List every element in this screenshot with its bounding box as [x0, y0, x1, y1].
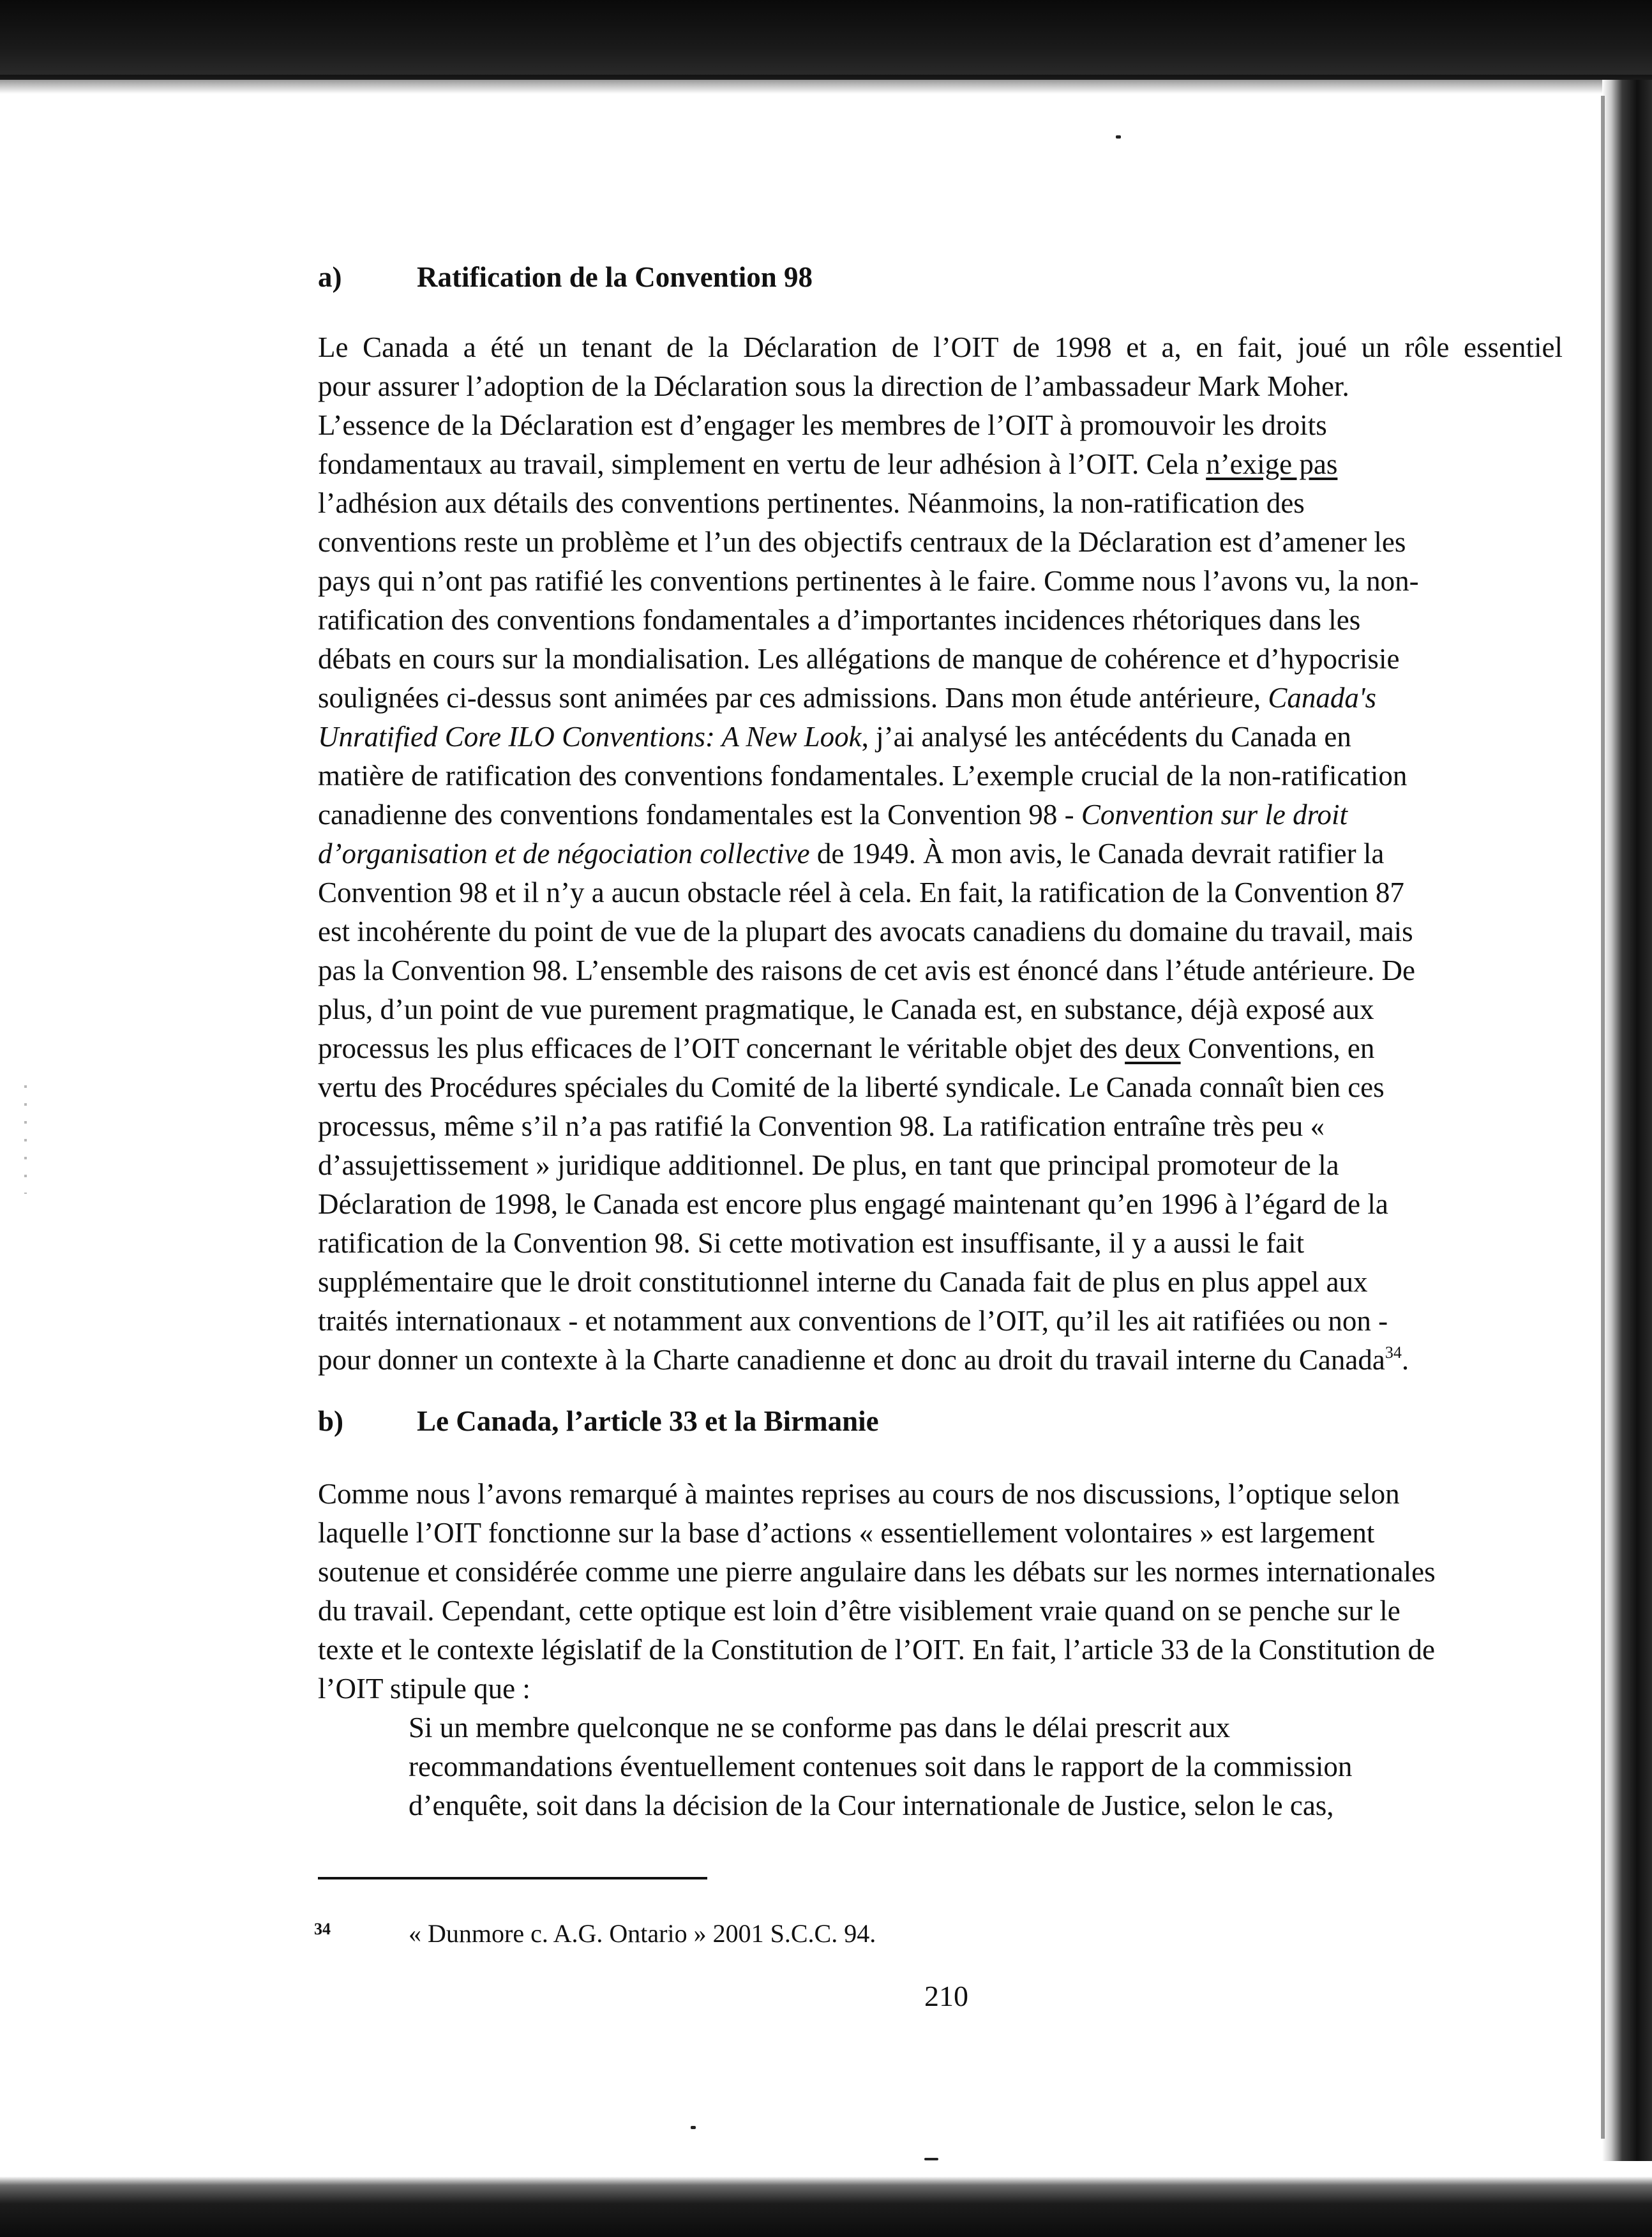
paragraph-line: texte et le contexte législatif de la Constitution de l’OIT. En fait, l’article 33 de la Constitution de	[318, 1634, 1435, 1666]
italic-title: Convention sur le droit	[1081, 799, 1348, 831]
text-run: .	[1401, 1344, 1409, 1376]
paragraph-line: débats en cours sur la mondialisation. Les allégations de manque de cohérence et d’hypocrisie	[318, 643, 1400, 675]
footnote-text: « Dunmore c. A.G. Ontario » 2001 S.C.C. 94.	[409, 1919, 876, 1948]
paragraph-line	[318, 718, 1563, 757]
text-run: pour donner un contexte à la Charte canadienne et donc au droit du travail interne du Canada	[318, 1344, 1385, 1376]
paragraph-line: ratification des conventions fondamentales a d’importantes incidences rhétoriques dans les	[318, 604, 1361, 636]
paragraph-line: est incohérente du point de vue de la plupart des avocats canadiens du domaine du travail, mais	[318, 915, 1413, 947]
text-run: de 1949. À mon avis, le Canada devrait ratifier la	[809, 838, 1385, 870]
paragraph-line: Le Canada a été un tenant de la Déclaration de l’OIT de 1998 et a, en fait, joué un rôle essentiel	[318, 331, 1563, 363]
paragraph-line: Convention 98 et il n’y a aucun obstacle réel à cela. En fait, la ratification de la Convention 87	[318, 877, 1404, 908]
scan-margin-marks	[24, 1085, 27, 1194]
italic-title: Unratified Core ILO Conventions: A New Look	[318, 721, 862, 753]
section-a-title: Ratification de la Convention 98	[417, 261, 813, 293]
quote-line: d’enquête, soit dans la décision de la Cour internationale de Justice, selon le cas,	[409, 1789, 1334, 1821]
footnote-reference: 34	[1385, 1343, 1402, 1362]
text-run: canadienne des conventions fondamentales est la Convention 98 -	[318, 799, 1081, 831]
section-b-letter: b)	[318, 1405, 344, 1437]
scan-speck	[924, 2158, 938, 2160]
scan-border-top	[0, 0, 1652, 80]
paragraph-line: laquelle l’OIT fonctionne sur la base d’actions « essentiellement volontaires » est largement	[318, 1517, 1375, 1549]
underlined-text: n’exige pas	[1206, 448, 1338, 480]
scan-speck	[691, 2126, 696, 2129]
paragraph-line: l’OIT stipule que :	[318, 1673, 530, 1705]
paragraph-line: supplémentaire que le droit constitutionnel interne du Canada fait de plus en plus appel aux	[318, 1266, 1368, 1298]
paragraph-line	[318, 1029, 1563, 1068]
paragraph-line: soutenue et considérée comme une pierre angulaire dans les débats sur les normes internationales	[318, 1556, 1436, 1588]
article-33-quote	[409, 1708, 1494, 1825]
text-run: soulignées ci-dessus sont animées par ces admissions. Dans mon étude antérieure,	[318, 682, 1268, 714]
text-run: Conventions, en	[1180, 1032, 1375, 1064]
paragraph-line: du travail. Cependant, cette optique est loin d’être visiblement vraie quand on se penche sur le	[318, 1595, 1400, 1627]
quote-line: recommandations éventuellement contenues soit dans le rapport de la commission	[409, 1751, 1353, 1782]
paragraph-line: Comme nous l’avons remarqué à maintes reprises au cours de nos discussions, l’optique selon	[318, 1478, 1400, 1510]
page-number: 210	[924, 1980, 968, 2012]
underlined-text: deux	[1125, 1032, 1181, 1064]
italic-title: Canada's	[1268, 682, 1377, 714]
section-a-letter: a)	[318, 261, 342, 293]
text-run: , j’ai analysé les antécédents du Canada en	[861, 721, 1351, 753]
text-run: fondamentaux au travail, simplement en vertu de leur adhésion à l’OIT. Cela	[318, 448, 1206, 480]
italic-title: d’organisation et de négociation collective	[318, 838, 810, 870]
footnote-number: 34	[314, 1920, 331, 1938]
paragraph-line: pays qui n’ont pas ratifié les conventions pertinentes à le faire. Comme nous l’avons vu, la non-	[318, 565, 1419, 597]
paragraph-line: matière de ratification des conventions fondamentales. L’exemple crucial de la non-ratification	[318, 760, 1408, 792]
paragraph-line: plus, d’un point de vue purement pragmatique, le Canada est, en substance, déjà exposé aux	[318, 993, 1374, 1025]
paragraph-line: L’essence de la Déclaration est d’engager les membres de l’OIT à promouvoir les droits	[318, 409, 1327, 441]
text-run: processus les plus efficaces de l’OIT concernant le véritable objet des	[318, 1032, 1125, 1064]
paragraph-line: pas la Convention 98. L’ensemble des raisons de cet avis est énoncé dans l’étude antérieure. De	[318, 954, 1416, 986]
paragraph-line: conventions reste un problème et l’un des objectifs centraux de la Déclaration est d’amener les	[318, 526, 1406, 558]
paragraph-line	[318, 445, 1563, 484]
paragraph-line	[318, 834, 1563, 873]
paragraph-line: ratification de la Convention 98. Si cette motivation est insuffisante, il y a aussi le fait	[318, 1227, 1305, 1259]
paragraph-line: traités internationaux - et notamment aux conventions de l’OIT, qu’il les ait ratifiées ou non -	[318, 1305, 1388, 1337]
paragraph-line: Déclaration de 1998, le Canada est encore plus engagé maintenant qu’en 1996 à l’égard de la	[318, 1188, 1388, 1220]
section-a-paragraph	[318, 328, 1563, 1380]
scan-speck	[1116, 135, 1121, 139]
section-b-title: Le Canada, l’article 33 et la Birmanie	[417, 1405, 879, 1437]
scan-border-right	[1602, 80, 1652, 2161]
paragraph-line	[318, 679, 1563, 718]
paragraph-line: l’adhésion aux détails des conventions pertinentes. Néanmoins, la non-ratification des	[318, 487, 1305, 519]
paragraph-line: vertu des Procédures spéciales du Comité de la liberté syndicale. Le Canada connaît bien ces	[318, 1071, 1385, 1103]
paragraph-line: pour assurer l’adoption de la Déclaration sous la direction de l’ambassadeur Mark Moher.	[318, 370, 1349, 402]
footnote-separator	[318, 1877, 707, 1879]
quote-line: Si un membre quelconque ne se conforme pas dans le délai prescrit aux	[409, 1712, 1231, 1744]
scan-border-bottom	[0, 2176, 1652, 2237]
scan-edge-line	[1601, 96, 1605, 2139]
section-b-paragraph	[318, 1475, 1563, 1708]
paragraph-line	[318, 1341, 1563, 1380]
paragraph-line	[318, 795, 1563, 834]
paragraph-line: d’assujettissement » juridique additionnel. De plus, en tant que principal promoteur de la	[318, 1149, 1339, 1181]
paragraph-line: processus, même s’il n’a pas ratifié la Convention 98. La ratification entraîne très peu «	[318, 1110, 1325, 1142]
